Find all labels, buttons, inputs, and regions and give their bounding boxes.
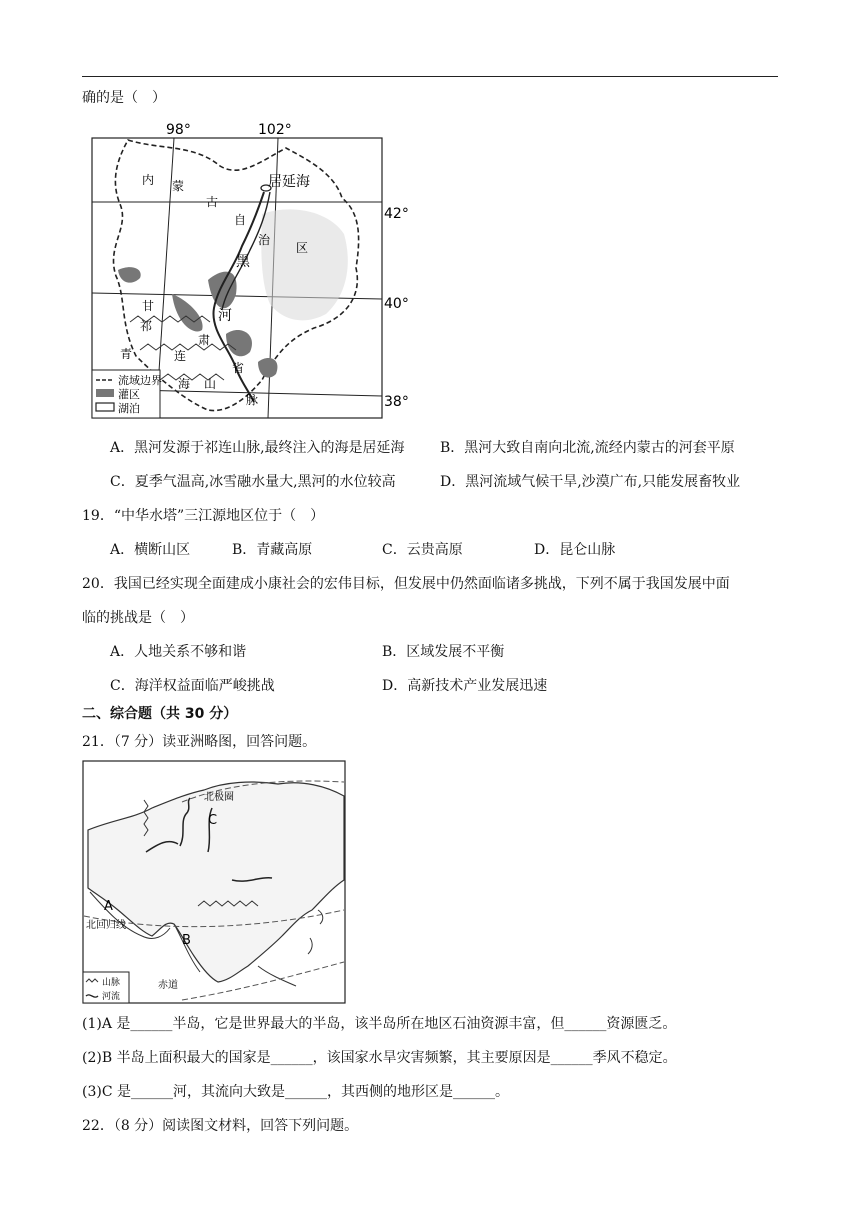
header-rule bbox=[82, 76, 778, 77]
q18-option-a: A．黑河发源于祁连山脉,最终注入的海是居延海 bbox=[110, 440, 405, 456]
label-juyanhai: 居延海 bbox=[268, 174, 310, 190]
label-nei: 内 bbox=[142, 173, 155, 187]
label-c: C bbox=[208, 813, 218, 828]
lat-label-42: 42° bbox=[384, 206, 409, 222]
legend-river: 河流 bbox=[102, 992, 121, 1002]
q20-option-b: B．区域发展不平衡 bbox=[382, 644, 505, 660]
q21-stem: 21．（7 分）读亚洲略图，回答问题。 bbox=[82, 734, 317, 750]
lat-label-40: 40° bbox=[384, 296, 409, 312]
q18-option-c: C．夏季气温高,冰雪融水量大,黑河的水位较高 bbox=[110, 474, 396, 490]
label-a: A bbox=[104, 899, 113, 914]
equator-label: 赤道 bbox=[158, 980, 178, 991]
label-qing: 青 bbox=[120, 347, 133, 361]
q22-stem: 22．（8 分）阅读图文材料，回答下列问题。 bbox=[82, 1118, 359, 1134]
q19-option-d: D．昆仑山脉 bbox=[534, 542, 616, 558]
q18-option-d: D．黑河流域气候干旱,沙漠广布,只能发展畜牧业 bbox=[440, 474, 741, 490]
label-lian: 连 bbox=[174, 349, 187, 363]
label-sheng: 省 bbox=[232, 361, 245, 375]
q21-sub3: (3)C 是______河，其流向大致是______，其西侧的地形区是______。 bbox=[82, 1084, 509, 1100]
q20-stem-line2: 临的挑战是（ ） bbox=[82, 610, 194, 626]
label-gu: 古 bbox=[206, 195, 219, 209]
q20-option-d: D．高新技术产业发展迅速 bbox=[382, 678, 548, 694]
section-title: 二、综合题（共 30 分） bbox=[82, 706, 238, 722]
label-b: B bbox=[182, 933, 191, 948]
label-meng: 蒙 bbox=[172, 179, 185, 193]
asia-sketch-map bbox=[82, 760, 346, 1004]
q20-option-c: C．海洋权益面临严峻挑战 bbox=[110, 678, 275, 694]
label-zi: 自 bbox=[234, 213, 247, 227]
q19-option-a: A．横断山区 bbox=[110, 542, 191, 558]
q19-option-b: B．青藏高原 bbox=[232, 542, 313, 558]
q21-sub2: (2)B 半岛上面积最大的国家是______，该国家水旱灾害频繁，其主要原因是______季风不稳定。 bbox=[82, 1050, 677, 1066]
tropic-label: 北回归线 bbox=[86, 920, 126, 931]
legend-lake: 湖泊 bbox=[118, 402, 140, 415]
lon-label-98: 98° bbox=[166, 122, 191, 138]
lon-label-102: 102° bbox=[258, 122, 292, 138]
label-qu: 区 bbox=[296, 241, 309, 255]
legend-irrigation: 灌区 bbox=[118, 388, 140, 401]
q18-stem-tail: 确的是（ ） bbox=[82, 90, 166, 106]
q21-sub1: (1)A 是______半岛，它是世界最大的半岛，该半岛所在地区石油资源丰富，但______资源匮乏。 bbox=[82, 1016, 677, 1032]
arctic-circle-label: 北极圈 bbox=[204, 792, 234, 803]
q20-stem-line1: 20．我国已经实现全面建成小康社会的宏伟目标，但发展中仍然面临诸多挑战，下列不属于我国发展中面 bbox=[82, 576, 730, 592]
lat-label-38: 38° bbox=[384, 394, 409, 410]
heihe-basin-map bbox=[90, 118, 420, 420]
label-su: 肃 bbox=[198, 333, 211, 347]
label-hei: 黑 bbox=[236, 254, 250, 270]
label-zhi: 治 bbox=[258, 233, 271, 247]
label-qi: 祁 bbox=[140, 319, 153, 333]
q19-stem: 19．“中华水塔”三江源地区位于（ ） bbox=[82, 508, 325, 524]
label-hai: 海 bbox=[178, 377, 191, 391]
label-he: 河 bbox=[218, 308, 232, 324]
label-mai: 脉 bbox=[246, 393, 259, 407]
legend-mountain: 山脉 bbox=[102, 978, 121, 988]
q19-option-c: C．云贵高原 bbox=[382, 542, 463, 558]
q18-option-b: B．黑河大致自南向北流,流经内蒙古的河套平原 bbox=[440, 440, 735, 456]
q20-option-a: A．人地关系不够和谐 bbox=[110, 644, 247, 660]
label-shan: 山 bbox=[204, 377, 217, 391]
label-gan: 甘 bbox=[142, 299, 155, 313]
legend-boundary: 流域边界 bbox=[118, 374, 162, 387]
